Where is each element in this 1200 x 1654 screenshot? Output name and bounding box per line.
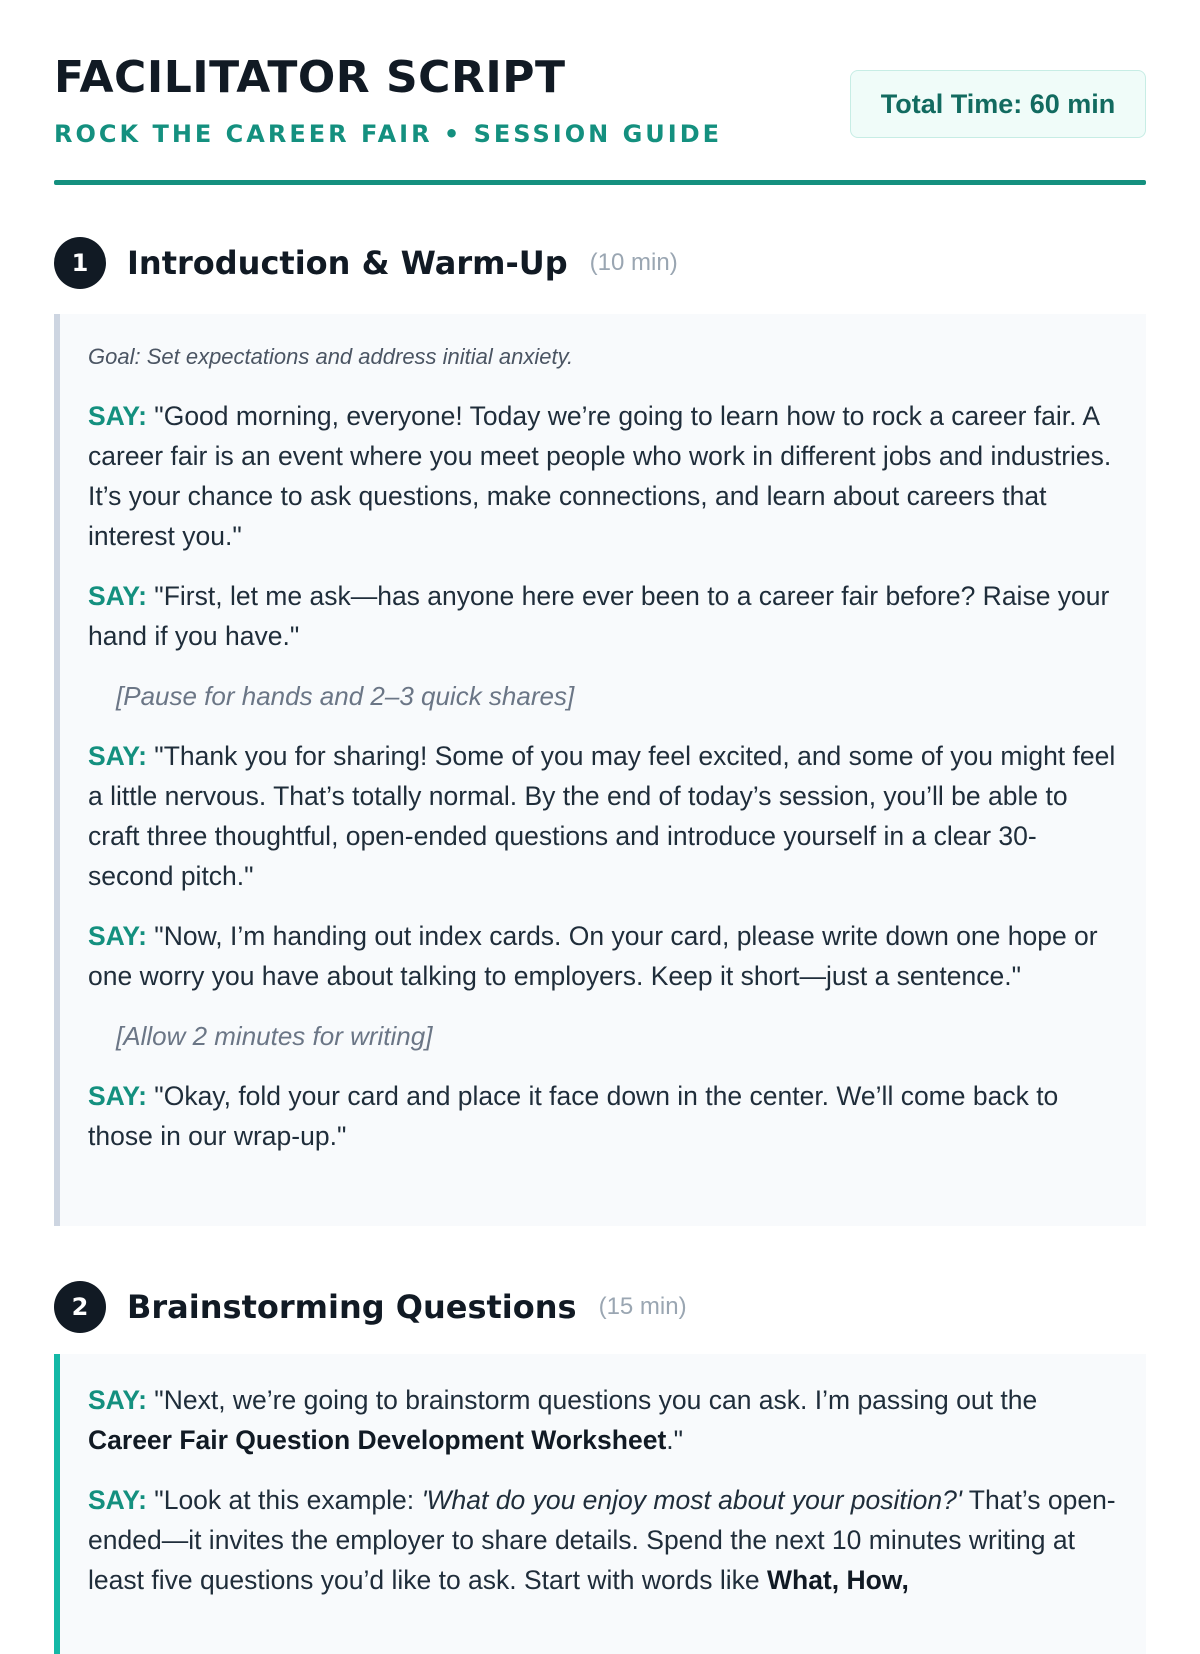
script-text: "Good morning, everyone! Today we’re going to learn how to rock a career fair. A career fair is an event where you meet people who work in different jobs and industries. It’s your chance to ask questions, make connections, and learn about careers that interest you." <box>88 401 1112 551</box>
script-line <box>88 396 1116 556</box>
script-line <box>88 916 1116 996</box>
section-number-badge: 2 <box>54 1281 106 1333</box>
example-question: 'What do you enjoy most about your position?' <box>421 1485 962 1515</box>
script-text: ." <box>666 1425 684 1455</box>
script-line <box>88 1076 1116 1156</box>
section-goal: Goal: Set expectations and address initial anxiety. <box>88 344 574 369</box>
script-text: "Next, we’re going to brainstorm questions you can ask. I’m passing out the <box>154 1385 1038 1415</box>
section-duration: (10 min) <box>589 249 678 276</box>
script-line <box>88 1380 1116 1460</box>
document-page <box>54 0 1146 1595</box>
say-label: SAY: <box>88 1081 147 1111</box>
script-text: "Look at this example: <box>154 1485 422 1515</box>
script-text: "Okay, fold your card and place it face down in the center. We’ll come back to those in our wrap-up." <box>88 1081 1059 1151</box>
worksheet-name: Career Fair Question Development Worksheet <box>88 1425 667 1455</box>
section-2-script-card <box>54 1354 1146 1654</box>
header-divider <box>54 180 1146 185</box>
section-number-badge: 1 <box>54 237 106 289</box>
question-starters: What, How, <box>767 1565 909 1595</box>
script-line <box>88 736 1116 896</box>
script-text: "Thank you for sharing! Some of you may feel excited, and some of you might feel a little nervous. That’s totally normal. By the end of today’s session, you’ll be able to craft three thoughtful, open-ended questions and introduce yourself in a clear 30-second pitch." <box>88 741 1116 891</box>
section-title: Introduction & Warm-Up <box>127 244 568 282</box>
say-label: SAY: <box>88 401 147 431</box>
section-duration: (15 min) <box>598 1293 687 1320</box>
say-label: SAY: <box>88 1385 147 1415</box>
script-text: That’s open-ended—it invites the employer to share details. Spend the next 10 minutes writing at least five questions you’d like to ask. Start with words like <box>88 1485 1116 1595</box>
stage-direction: [Pause for hands and 2–3 quick shares] <box>116 681 575 711</box>
say-label: SAY: <box>88 581 147 611</box>
section-1-header <box>54 236 678 290</box>
script-line <box>88 1480 1116 1600</box>
script-line <box>88 576 1116 656</box>
page-header <box>54 0 1146 190</box>
stage-direction: [Allow 2 minutes for writing] <box>116 1021 433 1051</box>
section-title: Brainstorming Questions <box>127 1288 577 1326</box>
say-label: SAY: <box>88 921 147 951</box>
say-label: SAY: <box>88 1485 147 1515</box>
total-time-badge: Total Time: 60 min <box>850 70 1146 138</box>
section-1-script-card <box>54 314 1146 1226</box>
section-2-header <box>54 1280 687 1334</box>
script-text: "First, let me ask—has anyone here ever been to a career fair before? Raise your hand if you have." <box>88 581 1110 651</box>
script-text: "Now, I’m handing out index cards. On your card, please write down one hope or one worry you have about talking to employers. Keep it short—just a sentence." <box>88 921 1098 991</box>
page-title: FACILITATOR SCRIPT <box>54 52 566 103</box>
say-label: SAY: <box>88 741 147 771</box>
page-subtitle: ROCK THE CAREER FAIR • SESSION GUIDE <box>54 120 723 148</box>
